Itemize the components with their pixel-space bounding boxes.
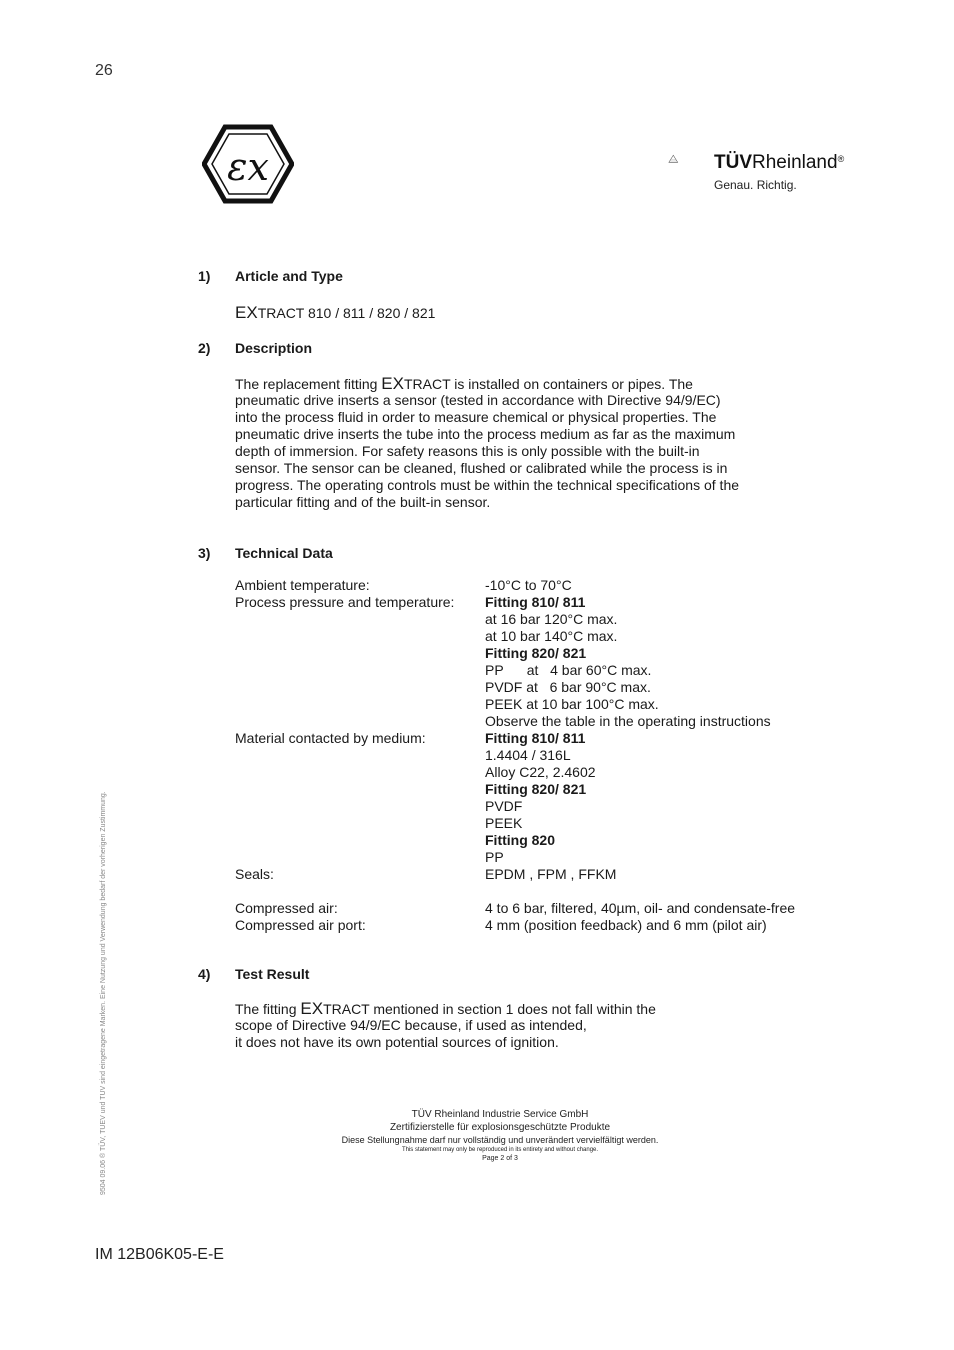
material-value: Fitting 810/ 811: [485, 730, 586, 746]
result-paragraph: [235, 1000, 656, 1051]
process-value: Observe the table in the operating instructions: [485, 713, 771, 729]
process-value: at 10 bar 140°C max.: [485, 628, 618, 644]
port-label: Compressed air port:: [235, 917, 366, 933]
tuv-rheinland-logo: TÜVRheinland®: [714, 152, 845, 173]
air-label: Compressed air:: [235, 900, 338, 916]
result-line: scope of Directive 94/9/EC because, if used as intended,: [235, 1017, 587, 1033]
material-value: Fitting 820: [485, 832, 556, 848]
description-line: The replacement fitting EXTRACT is installed on containers or pipes. The: [235, 374, 693, 393]
ambient-label: Ambient temperature:: [235, 577, 370, 593]
footer-statement-de: Diese Stellungnahme darf nur vollständig und unverändert vervielfältigt werden.: [341, 1135, 659, 1145]
certificate-footer: [250, 1108, 750, 1164]
description-line: progress. The operating controls must be within the technical specifications of the: [235, 477, 740, 493]
section-title: Test Result: [235, 966, 310, 982]
section-title: Technical Data: [235, 545, 333, 561]
description-paragraph: [235, 375, 739, 511]
material-value: PEEK: [485, 815, 523, 831]
document-id: IM 12B06K05-E-E: [95, 1246, 224, 1263]
material-label: Material contacted by medium:: [235, 730, 426, 746]
process-value: PVDF at 6 bar 90°C max.: [485, 679, 651, 695]
footer-cert: Zertifizierstelle für explosionsgeschützte Produkte: [389, 1122, 611, 1133]
result-line: The fitting EXTRACT mentioned in section 1 does not fall within the: [235, 999, 656, 1018]
footer-statement-en: This statement may only be reproduced in its entirety and without change.: [401, 1147, 599, 1153]
article-type: EXTRACT 810 / 811 / 820 / 821: [235, 303, 436, 322]
process-value: Fitting 810/ 811: [485, 594, 586, 610]
description-line: sensor. The sensor can be cleaned, flushed or calibrated while the process is in: [235, 460, 728, 476]
section-number: 2): [198, 340, 211, 356]
material-value: 1.4404 / 316L: [485, 747, 571, 763]
section-title: Article and Type: [235, 268, 343, 284]
section-number: 1): [198, 268, 211, 284]
process-value: PEEK at 10 bar 100°C max.: [485, 696, 659, 712]
ex-explosion-protection-logo: [202, 124, 294, 204]
process-value: Fitting 820/ 821: [485, 645, 587, 661]
page-number: 26: [95, 62, 113, 79]
footer-org: TÜV Rheinland Industrie Service GmbH: [411, 1109, 589, 1120]
side-trademark-note: 9504 09.06 ® TÜV, TUEV und TUV sind eingetragene Marken. Eine Nutzung und Verwendung bedarf der vorherigen Zustimmung.: [100, 791, 107, 1195]
air-value: 4 to 6 bar, filtered, 40µm, oil- and condensate-free: [485, 900, 796, 916]
section-number: 4): [198, 966, 211, 982]
svg-text:εx: εx: [227, 145, 269, 189]
description-line: pneumatic drive inserts the tube into the process medium as far as the maximum: [235, 426, 736, 442]
process-value: at 16 bar 120°C max.: [485, 611, 618, 627]
material-value: PP: [485, 849, 504, 865]
seals-label: Seals:: [235, 866, 274, 882]
section-number: 3): [198, 545, 211, 561]
ambient-value: -10°C to 70°C: [485, 577, 572, 593]
description-line: depth of immersion. For safety reasons this is only possible with the built-in: [235, 443, 700, 459]
process-label: Process pressure and temperature:: [235, 594, 455, 610]
description-line: particular fitting and of the built-in sensor.: [235, 494, 491, 510]
description-line: into the process fluid in order to measure chemical or physical properties. The: [235, 409, 717, 425]
material-value: Fitting 820/ 821: [485, 781, 587, 797]
material-value: Alloy C22, 2.4602: [485, 764, 596, 780]
seals-value: EPDM , FPM , FFKM: [485, 866, 617, 882]
footer-page: Page 2 of 3: [482, 1155, 518, 1162]
tuv-slogan: Genau. Richtig.: [714, 178, 797, 192]
section-title: Description: [235, 340, 313, 356]
result-line: it does not have its own potential sources of ignition.: [235, 1034, 559, 1050]
port-value: 4 mm (position feedback) and 6 mm (pilot air): [485, 917, 767, 933]
material-value: PVDF: [485, 798, 523, 814]
description-line: pneumatic drive inserts a sensor (tested in accordance with Directive 94/9/EC): [235, 392, 721, 408]
tuv-triangle-icon: [668, 142, 712, 180]
process-value: PP at 4 bar 60°C max.: [485, 662, 652, 678]
